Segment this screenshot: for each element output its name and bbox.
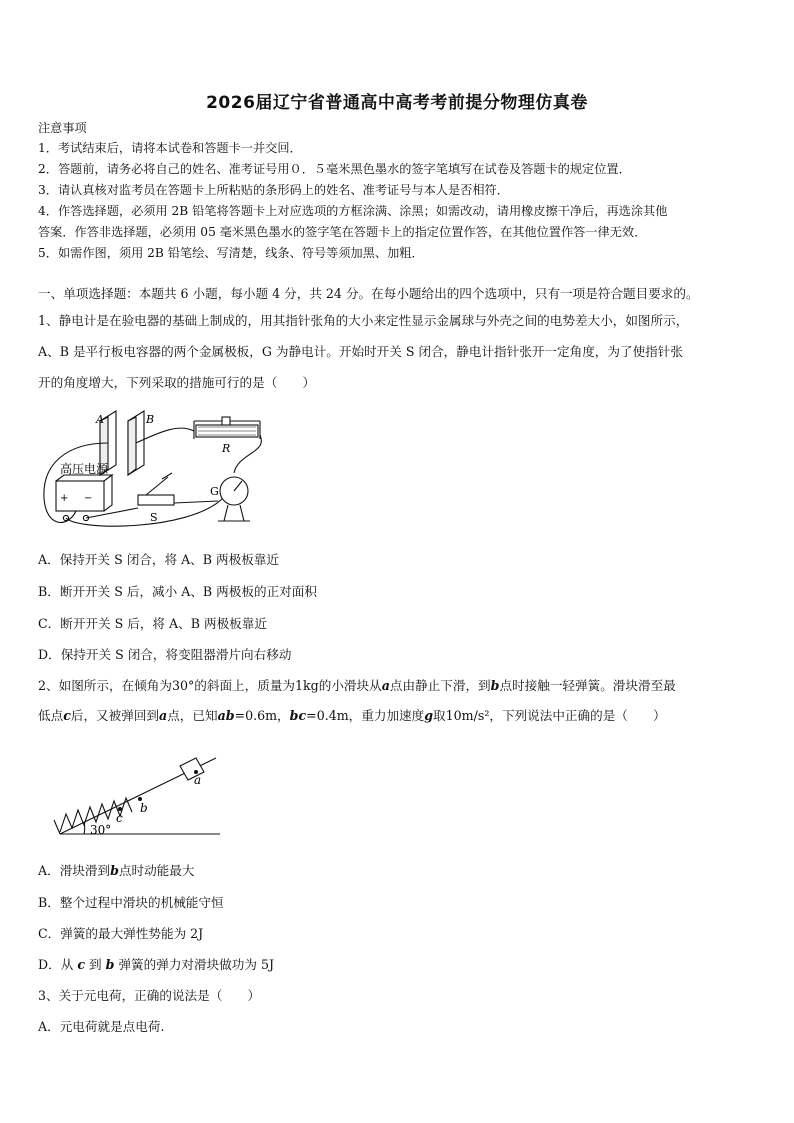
q2-stem-line: 低点c后，又被弹回到a点，已知ab=0.6m，bc=0.4m，重力加速度g取10m/s²，下列说法中正确的是（ ） (38, 708, 666, 723)
switch-label: S (150, 511, 158, 524)
notice-heading: 注意事项 (38, 121, 87, 135)
notice-item: 答案．作答非选择题，必须用 05 毫米黑色墨水的签字笔在答题卡上的指定位置作答，在其他位置作答一律无效． (38, 225, 647, 239)
q1-stem-line: 开的角度增大，下列采取的措施可行的是（ ） (38, 375, 316, 390)
q2-option: D．从 c 到 b 弹簧的弹力对滑块做功为 5J (38, 957, 275, 972)
q2-option: C．弹簧的最大弹性势能为 2J (38, 926, 204, 941)
notice-item: 3．请认真核对监考员在答题卡上所粘贴的条形码上的姓名、准考证号与本人是否相符． (38, 183, 509, 197)
plus-label: + (60, 493, 69, 504)
resistor-label: R (222, 442, 231, 455)
q1-stem-line: 1、静电计是在验电器的基础上制成的，用其指针张角的大小来定性显示金属球与外壳之间的电势差大小，如图所示， (38, 313, 689, 328)
section-heading: 一、单项选择题：本题共 6 小题，每小题 4 分，共 24 分。在每小题给出的四个选项中，只有一项是符合题目要求的。 (38, 286, 699, 301)
minus-label: − (84, 493, 93, 504)
q1-option: D．保持开关 S 闭合，将变阻器滑片向右移动 (38, 647, 292, 662)
meter-label: G (210, 485, 219, 498)
q1-option: A．保持开关 S 闭合，将 A、B 两极板靠近 (38, 552, 279, 567)
q1-circuit-figure (38, 403, 278, 533)
notice-item: 4．作答选择题，必须用 2B 铅笔将答题卡上对应选项的方框涂满、涂黑；如需改动，请用橡皮擦干净后，再选涂其他 (38, 204, 668, 218)
plate-b-label: B (146, 413, 155, 426)
q1-option: C．断开开关 S 后，将 A、B 两极板靠近 (38, 616, 267, 631)
q1-option: B．断开开关 S 后，减小 A、B 两极板的正对面积 (38, 584, 317, 599)
q3-option: A．元电荷就是点电荷. (38, 1019, 165, 1034)
source-label: 高压电源 (60, 462, 109, 476)
point-a-label: a (194, 773, 202, 787)
notice-item: 2．答题前，请务必将自己的姓名、准考证号用０．５毫米黑色墨水的签字笔填写在试卷及答题卡的规定位置． (38, 162, 631, 176)
angle-label: 30° (90, 823, 112, 837)
notice-item: 1．考试结束后，请将本试卷和答题卡一并交回． (38, 141, 302, 155)
q2-option: B．整个过程中滑块的机械能守恒 (38, 895, 224, 910)
point-b-label: b (140, 801, 148, 815)
q1-stem-line: A、B 是平行板电容器的两个金属极板，G 为静电计。开始时开关 S 闭合，静电计指针张开一定角度，为了使指针张 (38, 344, 683, 359)
q2-incline-figure (40, 742, 240, 842)
notice-item: 5．如需作图，须用 2B 铅笔绘、写清楚，线条、符号等须加黑、加粗． (38, 246, 424, 260)
page-title: 2026届辽宁省普通高中高考考前提分物理仿真卷 (206, 93, 588, 113)
plate-a-label: A (96, 413, 104, 426)
q2-option: A．滑块滑到b点时动能最大 (38, 863, 195, 878)
point-c-label: c (116, 811, 123, 825)
q2-stem-line: 2、如图所示，在倾角为30°的斜面上，质量为1kg的小滑块从a点由静止下滑，到b点时接触一轻弹簧。滑块滑至最 (38, 678, 676, 693)
q3-stem: 3、关于元电荷，正确的说法是（ ） (38, 988, 261, 1003)
